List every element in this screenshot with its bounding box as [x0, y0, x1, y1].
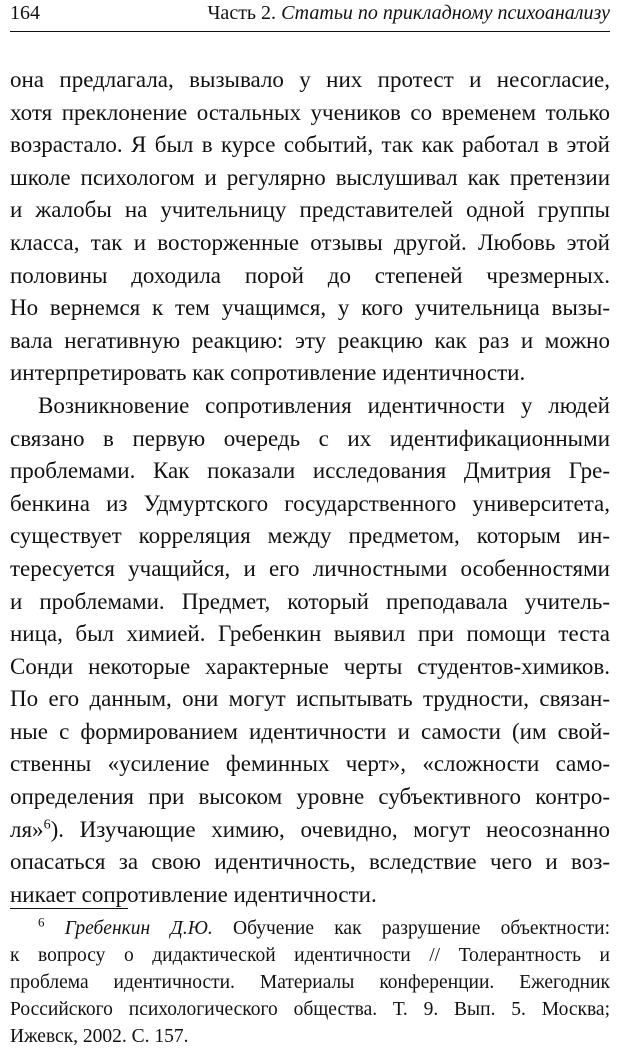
running-title-subtitle: Статьи по прикладному психоанализу: [281, 2, 610, 24]
text-line: интерпретировать как сопротивление идентичности.: [10, 360, 526, 386]
footnote-line: Российского психологического общества. Т. 9. Вып. 5. Москва;: [10, 999, 610, 1020]
text-fragment: ля»: [10, 816, 44, 842]
footnote-author: Гребенкин Д.Ю.: [64, 918, 213, 939]
paragraph-1: [10, 64, 610, 390]
footnote-reference[interactable]: 6: [43, 817, 51, 832]
text-line: класса, так и восторженные отзывы другой. Любовь этой: [10, 229, 610, 255]
text-line: бенкина из Удмуртского государственного университета,: [10, 490, 610, 516]
text-line: связано в первую очередь с их идентификационными: [10, 425, 610, 451]
text-line: определения при высоком уровне субъективного контро-: [10, 784, 610, 810]
text-line-with-footnote: [10, 814, 610, 847]
paragraph-2: [10, 390, 610, 912]
text-line: опасаться за свою идентичность, вследствие чего и воз-: [10, 849, 610, 875]
footnote-number: 6: [38, 914, 45, 930]
footnote: [10, 915, 610, 1050]
header-rule: [10, 31, 610, 32]
text-line: хотя преклонение остальных учеников со временем только: [10, 99, 610, 125]
text-line: Но вернемся к тем учащимся, у кого учительница вызы-: [10, 295, 610, 321]
text-line: Сонди некоторые характерные черты студентов-химиков.: [10, 653, 610, 679]
text-line: Возникновение сопротивления идентичности у людей: [38, 392, 610, 418]
page-number: 164: [10, 2, 40, 24]
text-line: По его данным, они могут испытывать трудности, связан-: [10, 686, 610, 712]
footnote-line: Ижевск, 2002. С. 157.: [10, 1026, 189, 1047]
text-line: и жалобы на учительницу представителей одной группы: [10, 197, 610, 223]
text-line: вала негативную реакцию: эту реакцию как раз и можно: [10, 327, 610, 353]
main-text: [10, 64, 610, 911]
running-header: [10, 0, 610, 26]
footnote-line: [10, 915, 610, 942]
text-line: ница, был химией. Гребенкин выявил при помощи теста: [10, 621, 610, 647]
text-line: она предлагала, вызывало у них протест и несогласие,: [10, 67, 610, 92]
text-line: ные с формированием идентичности и самости (им свой-: [10, 718, 610, 744]
running-title: [207, 0, 610, 26]
text-line: никает сопротивление идентичности.: [10, 881, 377, 907]
footnote-line: проблема идентичности. Материалы конференции. Ежегодник: [10, 972, 610, 993]
text-line: тересуется учащийся, и его личностными особенностями: [10, 555, 610, 581]
text-line: ственны «усиление феминных черт», «сложности само-: [10, 751, 610, 777]
text-line: школе психологом и регулярно выслушивал как претензии: [10, 164, 610, 190]
text-line: существует корреляция между предметом, которым ин-: [10, 523, 610, 549]
text-line: половины доходила порой до степеней чрезмерных.: [10, 262, 610, 288]
text-line: и проблемами. Предмет, который преподавала учитель-: [10, 588, 610, 614]
footnote-text: Обучение как разрушение объектности:: [212, 918, 611, 939]
footnote-rule: [10, 908, 128, 909]
text-line: возрастало. Я был в курсе событий, так как работал в этой: [10, 132, 610, 158]
footnote-line: к вопросу о дидактической идентичности // Толерантность и: [10, 945, 610, 966]
running-title-part: Часть 2.: [207, 2, 277, 24]
text-line: проблемами. Как показали исследования Дмитрия Гре-: [10, 458, 610, 484]
text-fragment: ). Изучающие химию, очевидно, могут неосознанно: [50, 816, 610, 842]
